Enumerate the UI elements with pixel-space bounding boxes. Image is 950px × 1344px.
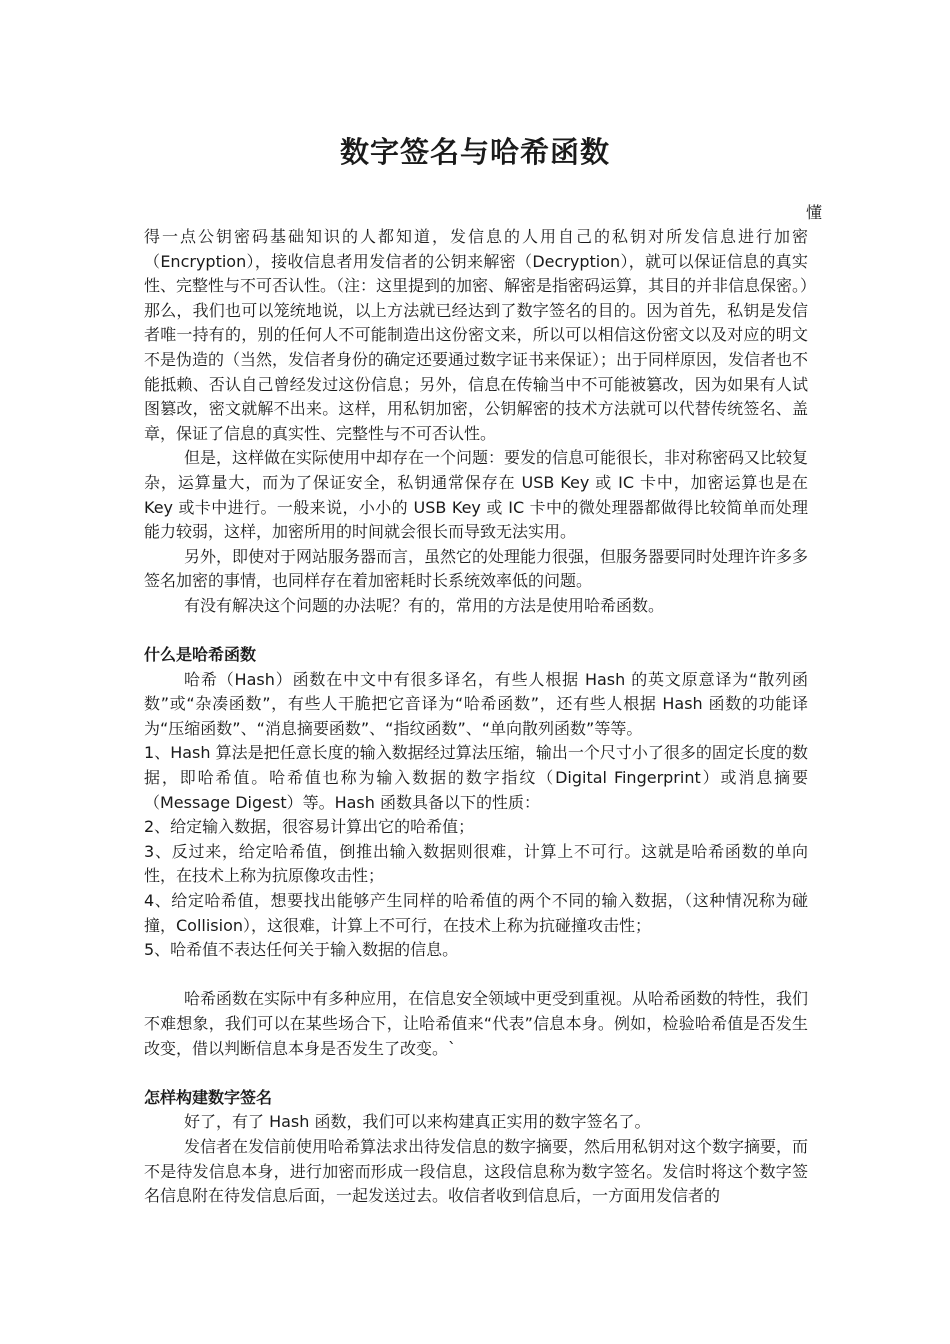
document-body bbox=[144, 225, 808, 1209]
intro-paragraph-2: 但是，这样做在实际使用中却存在一个问题：要发的信息可能很长，非对称密码又比较复杂，运算量大，而为了保证安全，私钥通常保存在 USB Key 或 IC 卡中，加密运算也是在 Key 或卡中进行。一般来说，小小的 USB Key 或 IC 卡中的微处理器都做得比较简单而处理能力较弱，这样，加密所用的时间就会很长而导致无法实用。 bbox=[144, 448, 809, 542]
section-spacer bbox=[144, 963, 808, 988]
lead-character: 懂 bbox=[806, 203, 823, 222]
hash-property-item: 5、哈希值不表达任何关于输入数据的信息。 bbox=[144, 940, 459, 960]
section-spacer bbox=[144, 619, 808, 644]
signature-paragraph-2: 发信者在发信前使用哈希算法求出待发信息的数字摘要，然后用私钥对这个数字摘要，而不是待发信息本身，进行加密而形成一段信息，这段信息称为数字签名。发信时将这个数字签名信息附在待发信息后面，一起发送过去。收信者收到信息后，一方面用发信者的 bbox=[144, 1136, 809, 1206]
section-heading-hash: 什么是哈希函数 bbox=[144, 645, 257, 665]
section-heading-signature: 怎样构建数字签名 bbox=[144, 1087, 273, 1107]
hash-property-item: 4、给定哈希值，想要找出能够产生同样的哈希值的两个不同的输入数据，（这种情况称为碰撞，Collision），这很难，计算上不可行，在技术上称为抗碰撞攻击性； bbox=[144, 891, 808, 935]
intro-paragraph-3: 另外，即使对于网站服务器而言，虽然它的处理能力很强，但服务器要同时处理许许多多签名加密的事情，也同样存在着加密耗时长系统效率低的问题。 bbox=[144, 546, 809, 591]
intro-paragraph-4: 有没有解决这个问题的办法呢？有的，常用的方法是使用哈希函数。 bbox=[184, 595, 665, 615]
hash-intro-paragraph: 哈希（Hash）函数在中文中有很多译名，有些人根据 Hash 的英文原意译为“散列函数”或“杂凑函数”，有些人干脆把它音译为“哈希函数”，还有些人根据 Hash 函数的功能译为“压缩函数”、“消息摘要函数”、“指纹函数”、“单向散列函数”等等。 bbox=[144, 669, 808, 738]
signature-paragraph-1: 好了，有了 Hash 函数，我们可以来构建真正实用的数字签名了。 bbox=[184, 1112, 651, 1132]
section-spacer bbox=[144, 1061, 808, 1086]
hash-property-item: 3、反过来，给定哈希值，倒推出输入数据则很难，计算上不可行。这就是哈希函数的单向性，在技术上称为抗原像攻击性； bbox=[144, 841, 808, 886]
intro-paragraph-1: 得一点公钥密码基础知识的人都知道，发信息的人用自己的私钥对所发信息进行加密（Encryption），接收信息者用发信者的公钥来解密（Decryption），就可以保证信息的真实性、完整性与不可否认性。（注：这里提到的加密、解密是指密码运算，其目的并非信息保密。）那么，我们也可以笼统地说，以上方法就已经达到了数字签名的目的。因为首先，私钥是发信者唯一持有的，别的任何人不可能制造出这份密文来，所以可以相信这份密文以及对应的明文不是伪造的（当然，发信者身份的确定还要通过数字证书来保证）；出于同样原因，发信者也不能抵赖、否认自己曾经发过这份信息；另外，信息在传输当中不可能被篡改，因为如果有人试图篡改，密文就解不出来。这样，用私钥加密，公钥解密的技术方法就可以代替传统签名、盖章，保证了信息的真实性、完整性与不可否认性。 bbox=[144, 227, 809, 443]
hash-application-paragraph: 哈希函数在实际中有多种应用，在信息安全领域中更受到重视。从哈希函数的特性，我们不难想象，我们可以在某些场合下，让哈希值来“代表”信息本身。例如，检验哈希值是否发生改变，借以判断信息本身是否发生了改变。` bbox=[144, 989, 809, 1058]
hash-property-item: 2、给定输入数据，很容易计算出它的哈希值； bbox=[144, 817, 475, 837]
document-title: 数字签名与哈希函数 bbox=[339, 135, 610, 169]
hash-property-item: 1、Hash 算法是把任意长度的输入数据经过算法压缩，输出一个尺寸小了很多的固定长度的数据，即哈希值。哈希值也称为输入数据的数字指纹（Digital Fingerprint）或消息摘要（Message Digest）等。Hash 函数具备以下的性质： bbox=[144, 743, 808, 812]
